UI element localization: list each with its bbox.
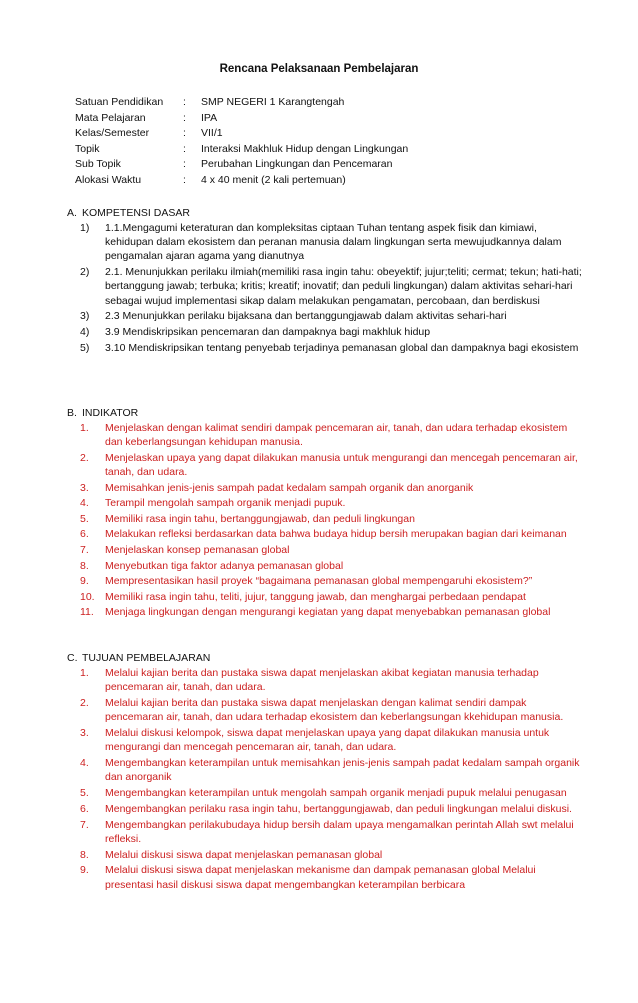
item-number: 3) — [80, 310, 90, 323]
meta-label: Satuan Pendidikan — [75, 96, 164, 108]
item-number: 4. — [80, 757, 89, 769]
kompetensi-list — [67, 221, 587, 355]
item-text: 2.1. Menunjukkan perilaku ilmiah(memiliki rasa ingin tahu: obeyektif; jujur;teliti; cermat; tekun; hati-hati; bertanggung jawab; terbuka; kritis; kreatif; inovatif; dan peduli lingkungan) dalam aktivitas sehari-hari sebagai wujud implementasi sikap dalam melakukan pengamatan, percobaan, dan berdiskusi — [105, 266, 582, 307]
item-number: 2. — [80, 451, 89, 464]
list-item — [67, 221, 587, 264]
meta-colon: : — [183, 96, 186, 108]
item-number: 6. — [80, 528, 89, 541]
list-item — [67, 559, 587, 573]
meta-label: Alokasi Waktu — [75, 173, 142, 186]
list-item — [67, 421, 587, 449]
item-number: 8. — [80, 848, 89, 861]
meta-row-mapel — [75, 111, 408, 127]
item-number: 3. — [80, 481, 89, 494]
item-number: 2) — [80, 266, 90, 279]
section-heading — [67, 651, 587, 666]
section-title: TUJUAN PEMBELAJARAN — [82, 652, 211, 664]
meta-value: Perubahan Lingkungan dan Pencemaran — [201, 158, 393, 171]
item-number: 1. — [80, 422, 89, 434]
list-item — [67, 309, 587, 323]
list-item — [67, 666, 587, 694]
meta-label: Sub Topik — [75, 158, 121, 171]
meta-value: 4 x 40 menit (2 kali pertemuan) — [201, 173, 346, 186]
item-number: 11. — [80, 606, 94, 619]
list-item — [67, 802, 587, 816]
item-text: Menjelaskan konsep pemanasan global — [105, 543, 290, 556]
item-text: Melalui kajian berita dan pustaka siswa dapat menjelaskan dengan kalimat sendiri dampak pencemaran air, tanah, dan udara terhadap ekosistem dan keberlangsungan kkehidupan manusia. — [105, 697, 564, 724]
item-number: 7. — [80, 543, 89, 556]
item-text: Memiliki rasa ingin tahu, bertanggungjawab, dan peduli lingkungan — [105, 512, 415, 525]
indikator-list — [67, 421, 587, 620]
item-text: 1.1.Mengagumi keteraturan dan kompleksitas ciptaan Tuhan tentang aspek fisik dan kimiawi, kehidupan dalam ekosistem dan peranan manusia dalam lingkungan serta mewujudkannya dalam pengamalan ajaran agama yang dianutnya — [105, 222, 562, 263]
section-heading — [67, 406, 587, 421]
section-title: KOMPETENSI DASAR — [82, 207, 190, 219]
item-number: 6. — [80, 802, 89, 815]
list-item — [67, 341, 587, 355]
list-item — [67, 605, 587, 619]
item-number: 5. — [80, 787, 89, 799]
meta-colon: : — [183, 127, 186, 140]
document-title: Rencana Pelaksanaan Pembelajaran — [219, 63, 419, 75]
item-text: Menjelaskan dengan kalimat sendiri dampak pencemaran air, tanah, dan udara terhadap ekosistem dan keberlangsungan kehidupan manusia. — [105, 422, 568, 449]
item-text: Menjelaskan upaya yang dapat dilakukan manusia untuk mengurangi dan mencegah pencemaran air, tanah, dan udara. — [105, 451, 578, 478]
meta-value: Interaksi Makhluk Hidup dengan Lingkungan — [201, 142, 409, 155]
meta-label: Kelas/Semester — [75, 127, 150, 140]
list-item — [67, 451, 587, 479]
item-text: Memisahkan jenis-jenis sampah padat kedalam sampah organik dan anorganik — [105, 481, 474, 494]
meta-row-subtopik — [75, 157, 408, 173]
item-text: Mengembangkan keterampilan untuk memisahkan jenis-jenis sampah padat kedalam sampah organik dan anorganik — [105, 757, 580, 784]
meta-value: IPA — [201, 111, 218, 124]
item-text: 3.9 Mendiskripsikan pencemaran dan dampaknya bagi makhluk hidup — [105, 326, 431, 339]
item-number: 1) — [80, 222, 90, 234]
item-number: 1. — [80, 667, 89, 679]
list-item — [67, 543, 587, 557]
item-text: Melakukan refleksi berdasarkan data bahwa budaya hidup bersih merupakan bagian dari keimanan — [105, 528, 567, 541]
list-item — [67, 527, 587, 541]
list-item — [67, 848, 587, 862]
list-item — [67, 590, 587, 604]
tujuan-list — [67, 666, 587, 892]
item-text: Melalui diskusi kelompok, siswa dapat menjelaskan upaya yang dapat dilakukan manusia untuk mengurangi dan mencegah pencemaran air, tanah, dan udara. — [105, 727, 550, 754]
item-text: Melalui diskusi siswa dapat menjelaskan pemanasan global — [105, 848, 383, 861]
item-text: Mempresentasikan hasil proyek “bagaimana pemanasan global mempengaruhi ekosistem?” — [105, 575, 533, 588]
item-number: 5) — [80, 342, 90, 354]
section-letter: A. — [67, 207, 77, 219]
list-item — [67, 696, 587, 724]
item-number: 10. — [80, 590, 95, 603]
item-text: Melalui diskusi siswa dapat menjelaskan mekanisme dan dampak pemanasan global Melalui presentasi hasil diskusi siswa dapat mengembangkan keterampilan berbicara — [105, 864, 536, 891]
item-text: Melalui kajian berita dan pustaka siswa dapat menjelaskan akibat kegiatan manusia terhadap pencemaran air, tanah, dan udara. — [105, 667, 539, 694]
item-text: 2.3 Menunjukkan perilaku bijaksana dan bertanggungjawab dalam aktivitas sehari-hari — [105, 310, 507, 323]
list-item — [67, 726, 587, 754]
list-item — [67, 481, 587, 495]
section-heading — [67, 206, 587, 221]
meta-value: SMP NEGERI 1 Karangtengah — [201, 96, 345, 108]
item-text: Mengembangkan keterampilan untuk mengolah sampah organik menjadi pupuk melalui penugasan — [105, 787, 567, 799]
item-text: 3.10 Mendiskripsikan tentang penyebab terjadinya pemanasan global dan dampaknya bagi ekosistem — [105, 342, 579, 354]
list-item — [67, 818, 587, 846]
item-text: Menyebutkan tiga faktor adanya pemanasan global — [105, 559, 344, 572]
list-item — [67, 786, 587, 800]
item-number: 4. — [80, 497, 89, 510]
item-text: Memiliki rasa ingin tahu, teliti, jujur, tanggung jawab, dan menghargai perbedaan pendapat — [105, 590, 526, 603]
meta-colon: : — [183, 173, 186, 186]
item-number: 9. — [80, 864, 89, 877]
meta-row-topik — [75, 142, 408, 158]
item-text: Menjaga lingkungan dengan mengurangi kegiatan yang dapat menyebabkan pemanasan global — [105, 606, 551, 619]
list-item — [67, 512, 587, 526]
section-kompetensi-dasar — [67, 206, 587, 357]
item-number: 3. — [80, 727, 89, 739]
meta-colon: : — [183, 158, 186, 171]
item-number: 2. — [80, 697, 89, 709]
meta-row-kelas — [75, 126, 408, 142]
item-number: 4) — [80, 326, 90, 339]
meta-colon: : — [183, 142, 186, 155]
meta-colon: : — [183, 111, 186, 124]
identity-table — [75, 95, 408, 189]
list-item — [67, 265, 587, 308]
list-item — [67, 325, 587, 339]
meta-value: VII/1 — [201, 127, 223, 140]
section-tujuan-pembelajaran — [67, 651, 587, 893]
list-item — [67, 863, 587, 891]
item-number: 8. — [80, 559, 89, 572]
list-item — [67, 496, 587, 510]
meta-label: Topik — [75, 142, 100, 155]
item-number: 5. — [80, 512, 89, 525]
item-number: 9. — [80, 575, 89, 588]
item-text: Terampil mengolah sampah organik menjadi pupuk. — [105, 497, 346, 510]
list-item — [67, 756, 587, 784]
section-letter: B. — [67, 407, 77, 419]
meta-row-alokasi — [75, 173, 408, 189]
meta-row-satuan — [75, 95, 408, 111]
item-text: Mengembangkan perilaku rasa ingin tahu, bertanggungjawab, dan peduli lingkungan melalui diskusi. — [105, 802, 572, 815]
meta-label: Mata Pelajaran — [75, 111, 146, 124]
section-title: INDIKATOR — [82, 407, 139, 419]
list-item — [67, 574, 587, 588]
item-text: Mengembangkan perilakubudaya hidup bersih dalam upaya mengamalkan perintah Allah swt melalui refleksi. — [105, 818, 574, 845]
item-number: 7. — [80, 818, 89, 831]
section-indikator — [67, 406, 587, 621]
section-letter: C. — [67, 652, 78, 664]
